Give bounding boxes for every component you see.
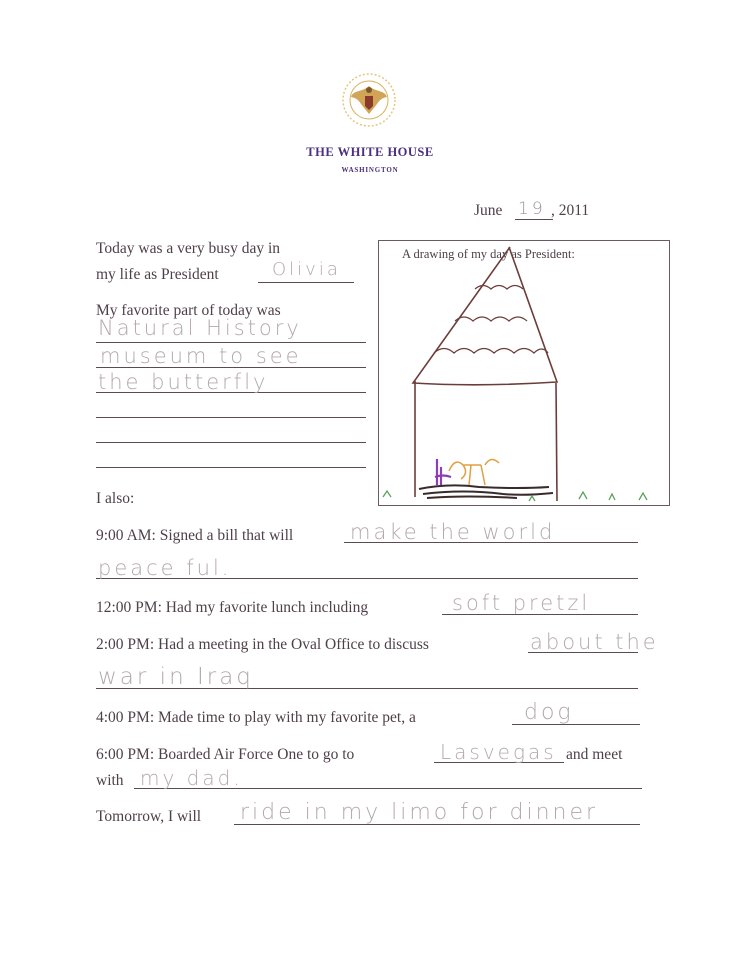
header-subtitle: WASHINGTON xyxy=(341,166,399,174)
drawing-label: A drawing of my day as President: xyxy=(402,247,575,261)
item-600-prompt: 6:00 PM: Boarded Air Force One to go to xyxy=(96,746,355,763)
item-600-prompt-2: with xyxy=(96,772,124,789)
item-400-answer: dog xyxy=(524,700,574,725)
president-name-value: Olivia xyxy=(272,259,341,280)
date-year-label: , 2011 xyxy=(551,202,590,219)
date-month-label: June xyxy=(474,202,503,219)
item-200-prompt: 2:00 PM: Had a meeting in the Oval Office to discuss xyxy=(96,636,429,653)
item-900-prompt: 9:00 AM: Signed a bill that will xyxy=(96,527,294,544)
favorite-line-1 xyxy=(96,342,366,343)
item-600-answer-2: my dad. xyxy=(140,766,243,790)
header-title: THE WHITE HOUSE xyxy=(306,145,434,159)
also-label: I also: xyxy=(96,490,135,507)
item-900-continuation: peace ful. xyxy=(98,556,232,580)
presidential-seal-icon xyxy=(339,70,399,130)
date-day-value: 19 xyxy=(518,199,546,219)
favorite-line-6 xyxy=(96,467,366,468)
tomorrow-prompt: Tomorrow, I will xyxy=(96,808,202,825)
item-1200-answer: soft pretzl xyxy=(452,591,591,615)
item-200-continuation: war in Iraq xyxy=(98,664,254,690)
favorite-answer-3: the butterfly xyxy=(98,370,269,394)
tomorrow-answer: ride in my limo for dinner xyxy=(240,800,599,825)
item-900-answer: make the world xyxy=(350,520,556,544)
item-1200-prompt: 12:00 PM: Had my favorite lunch including xyxy=(96,599,369,616)
item-600-suffix: and meet xyxy=(566,746,623,763)
intro-line-2: my life as President xyxy=(96,266,219,283)
item-400-prompt: 4:00 PM: Made time to play with my favorite pet, a xyxy=(96,709,416,726)
intro-line-1: Today was a very busy day in xyxy=(96,240,281,257)
favorite-label: My favorite part of today was xyxy=(96,302,281,319)
item-600-answer: Lasvegas xyxy=(440,740,557,764)
favorite-answer-1: Natural History xyxy=(98,316,302,340)
item-200-answer: about the xyxy=(530,630,659,654)
favorite-line-5 xyxy=(96,442,366,443)
president-name-line xyxy=(258,282,354,283)
house-drawing xyxy=(379,241,669,505)
date-day-line xyxy=(515,219,553,220)
favorite-line-4 xyxy=(96,417,366,418)
favorite-answer-2: museum to see xyxy=(100,344,302,368)
